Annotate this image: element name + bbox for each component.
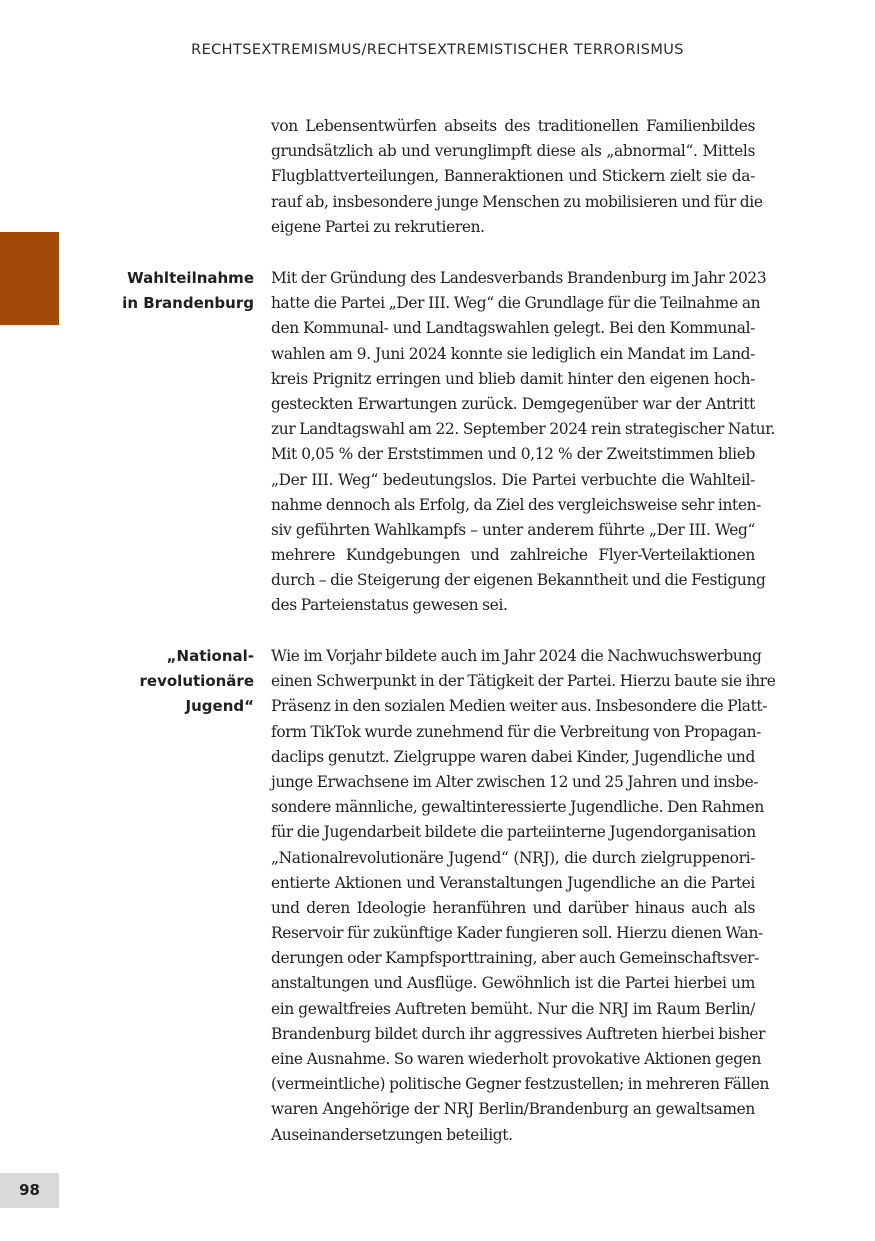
marginal-heading-line: in Brandenburg	[122, 294, 254, 312]
paragraph-line: Flugblattverteilungen, Banneraktionen und Stickern zielt sie da-	[271, 167, 755, 186]
paragraph-line: gesteckten Erwartungen zurück. Demgegenüber war der Antritt	[271, 394, 755, 413]
chapter-side-tab	[0, 232, 59, 325]
paragraph-line: waren Angehörige der NRJ Berlin/Brandenburg an gewaltsamen	[271, 1100, 755, 1119]
paragraph-line: Wie im Vorjahr bildete auch im Jahr 2024 die Nachwuchswerbung	[271, 647, 762, 665]
paragraph-line: einen Schwerpunkt in der Tätigkeit der Partei. Hierzu baute sie ihre	[271, 672, 776, 691]
paragraph-line: (vermeintliche) politische Gegner festzustellen; in mehreren Fällen	[271, 1075, 770, 1094]
paragraph-line: rauf ab, insbesondere junge Menschen zu mobilisieren und für die	[271, 192, 763, 211]
marginal-heading	[60, 266, 254, 316]
section-paragraph	[271, 644, 776, 1148]
page-number: 98	[0, 1173, 59, 1208]
paragraph-line: Reservoir für zukünftige Kader fungieren soll. Hierzu dienen Wan-	[271, 924, 763, 943]
marginal-heading-line: Jugend“	[185, 697, 254, 715]
paragraph-line: Präsenz in den sozialen Medien weiter aus. Insbesondere die Platt-	[271, 697, 768, 716]
paragraph-line: zur Landtagswahl am 22. September 2024 rein strategischer Natur.	[271, 420, 776, 439]
paragraph-line: kreis Prignitz erringen und blieb damit hinter den eigenen hoch-	[271, 369, 755, 388]
paragraph-line: „Nationalrevolutionäre Jugend“ (NRJ), die durch zielgruppenori-	[271, 848, 755, 867]
paragraph-line: von Lebensentwürfen abseits des traditionellen Familienbildes	[271, 117, 755, 135]
marginal-heading-line: revolutionäre	[139, 672, 254, 690]
paragraph-line: eigene Partei zu rekrutieren.	[271, 217, 485, 236]
paragraph-line: durch – die Steigerung der eigenen Bekanntheit und die Festigung	[271, 571, 766, 590]
paragraph-line: sondere männliche, gewaltinteressierte Jugendliche. Den Rahmen	[271, 798, 764, 817]
paragraph-line: ein gewaltfreies Auftreten bemüht. Nur die NRJ im Raum Berlin/	[271, 999, 755, 1018]
paragraph-line: eine Ausnahme. So waren wiederholt provokative Aktionen gegen	[271, 1050, 762, 1068]
marginal-heading	[60, 644, 254, 719]
paragraph-line: derungen oder Kampfsporttraining, aber auch Gemeinschaftsver-	[271, 949, 760, 968]
paragraph-line: anstaltungen und Ausflüge. Gewöhnlich ist die Partei hierbei um	[271, 974, 755, 993]
marginal-heading-line: Wahlteilnahme	[127, 269, 254, 287]
paragraph-line: form TikTok wurde zunehmend für die Verbreitung von Propagan-	[271, 722, 762, 741]
paragraph-line: nahme dennoch als Erfolg, da Ziel des vergleichsweise sehr inten-	[271, 495, 762, 514]
running-header: RECHTSEXTREMISMUS/RECHTSEXTREMISTISCHER TERRORISMUS	[191, 42, 684, 58]
paragraph-line: Mit der Gründung des Landesverbands Brandenburg im Jahr 2023	[271, 269, 767, 287]
marginal-heading-line: „National-	[166, 647, 254, 665]
paragraph-line: für die Jugendarbeit bildete die parteiinterne Jugendorganisation	[271, 823, 756, 842]
paragraph-line: Auseinandersetzungen beteiligt.	[271, 1125, 513, 1144]
section-paragraph	[271, 266, 776, 619]
paragraph-line: daclips genutzt. Zielgruppe waren dabei Kinder, Jugendliche und	[271, 747, 755, 766]
paragraph-line: grundsätzlich ab und verunglimpft diese als „abnormal“. Mittels	[271, 142, 755, 161]
paragraph-line: siv geführten Wahlkampfs – unter anderem führte „Der III. Weg“	[271, 520, 755, 539]
paragraph-line: Mit 0,05 % der Erststimmen und 0,12 % der Zweitstimmen blieb	[271, 445, 755, 464]
paragraph-line: den Kommunal- und Landtagswahlen gelegt. Bei den Kommunal-	[271, 319, 755, 338]
continuation-paragraph	[271, 114, 763, 240]
paragraph-line: und deren Ideologie heranführen und darüber hinaus auch als	[271, 898, 755, 917]
paragraph-line: junge Erwachsene im Alter zwischen 12 und 25 Jahren und insbe-	[271, 772, 759, 791]
paragraph-line: „Der III. Weg“ bedeutungslos. Die Partei verbuchte die Wahlteil-	[271, 470, 755, 489]
paragraph-line: wahlen am 9. Juni 2024 konnte sie lediglich ein Mandat im Land-	[271, 344, 755, 363]
paragraph-line: Brandenburg bildet durch ihr aggressives Auftreten hierbei bisher	[271, 1024, 766, 1043]
paragraph-line: mehrere Kundgebungen und zahlreiche Flyer-Verteilaktionen	[271, 546, 755, 565]
paragraph-line: hatte die Partei „Der III. Weg“ die Grundlage für die Teilnahme an	[271, 294, 761, 313]
paragraph-line: des Parteienstatus gewesen sei.	[271, 596, 508, 615]
paragraph-line: entierte Aktionen und Veranstaltungen Jugendliche an die Partei	[271, 873, 755, 892]
